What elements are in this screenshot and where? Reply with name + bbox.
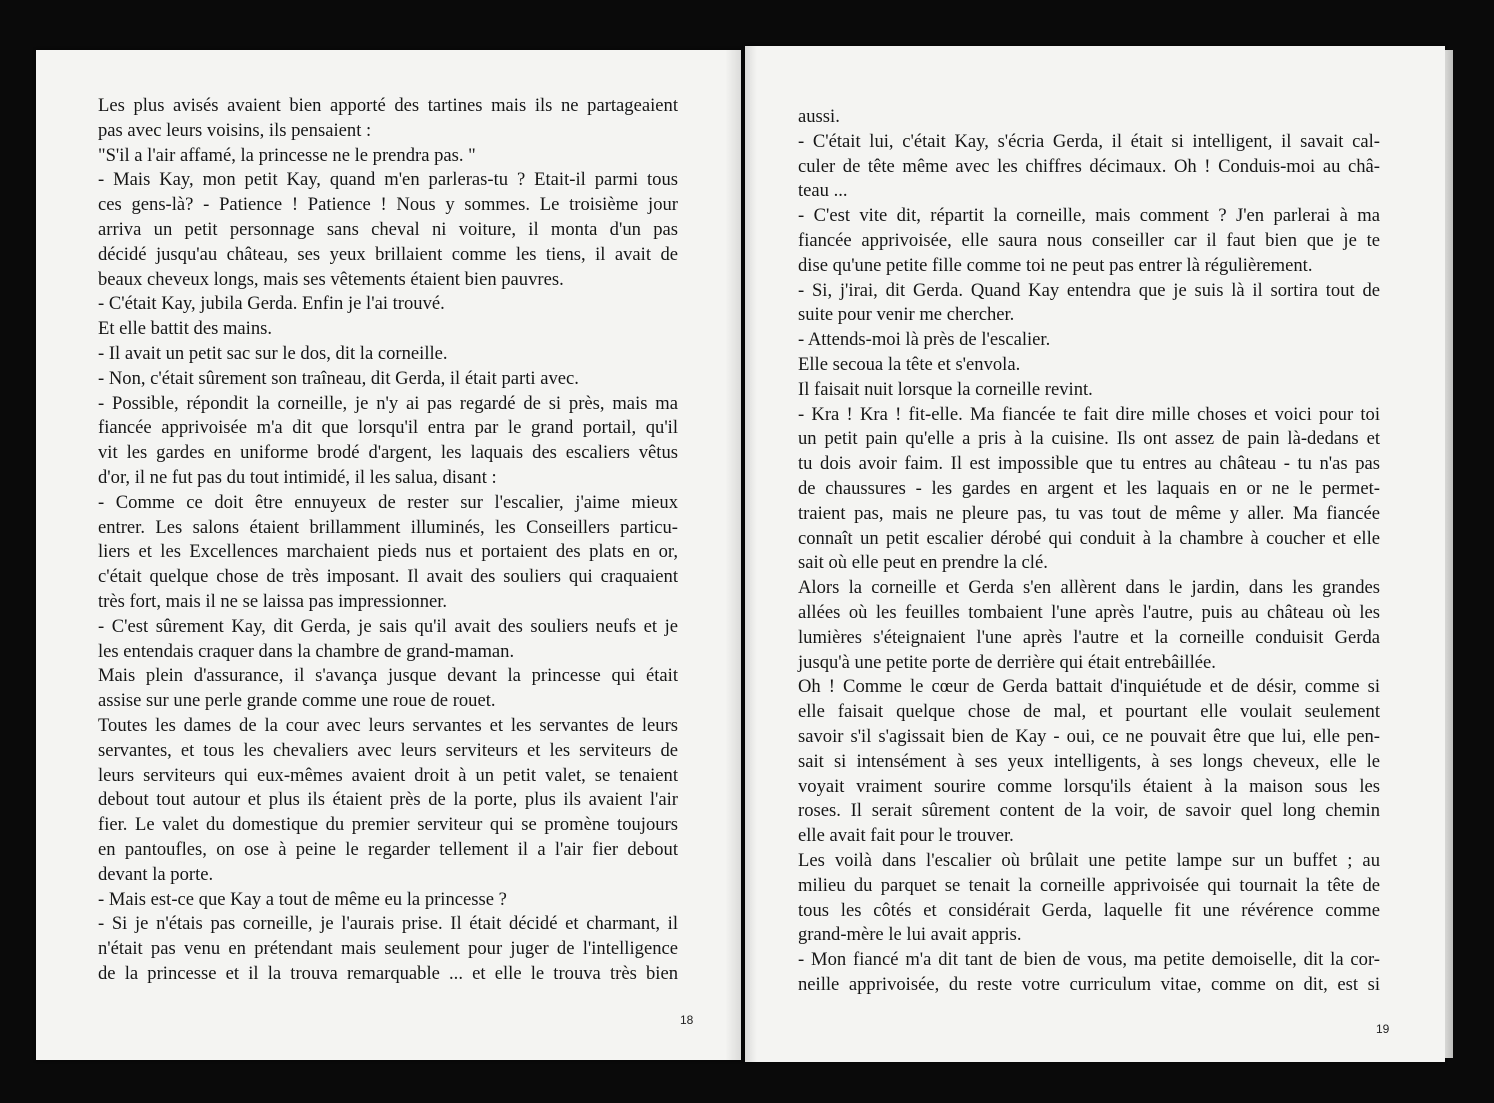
text-line: un petit pain qu'elle a pris à la cuisine. Ils ont assez de pain là-dedans et xyxy=(798,428,1380,450)
text-line: jusqu'à une petite porte de derrière qui était entrebâillée. xyxy=(798,651,1216,673)
text-line: Les voilà dans l'escalier où brûlait une petite lampe sur un buffet ; au xyxy=(798,849,1380,871)
text-line: savoir s'il s'agissait bien de Kay - oui, ce ne pouvait être que lui, elle pen- xyxy=(798,725,1380,747)
left-page xyxy=(36,50,741,1060)
text-line: c'était quelque chose de très imposant. Il avait des souliers qui craquaient xyxy=(98,566,678,588)
text-line: Mais plein d'assurance, il s'avança jusque devant la princesse qui était xyxy=(98,665,678,687)
spine-shadow-left xyxy=(725,50,741,1060)
text-line: Il faisait nuit lorsque la corneille revint. xyxy=(798,378,1093,400)
text-line: traient pas, mais ne pleure pas, tu vas tout de même y aller. Ma fiancée xyxy=(798,502,1380,524)
text-line: d'or, il ne fut pas du tout intimidé, il les salua, disant : xyxy=(98,466,497,488)
text-line: Et elle battit des mains. xyxy=(98,318,273,340)
page-edge xyxy=(1445,50,1453,1058)
text-line: assise sur une perle grande comme une roue de rouet. xyxy=(98,690,496,712)
text-line: Elle secoua la tête et s'envola. xyxy=(798,353,1021,375)
text-line: fier. Le valet du domestique du premier serviteur qui se promène toujours xyxy=(98,814,678,836)
text-line: allées où les feuilles tombaient l'une après l'autre, puis au château où les xyxy=(798,601,1380,623)
text-line: entrer. Les salons étaient brillamment illuminés, les Conseillers particu- xyxy=(98,516,678,538)
text-line: tu dois avoir faim. Il est impossible que tu entres au château - tu n'as pas xyxy=(798,453,1380,475)
text-line: - Attends-moi là près de l'escalier. xyxy=(798,329,1051,351)
text-line: beaux cheveux longs, mais ses vêtements étaient bien pauvres. xyxy=(98,268,564,290)
text-line: - Non, c'était sûrement son traîneau, dit Gerda, il était parti avec. xyxy=(98,367,579,389)
text-line: ces gens-là? - Patience ! Patience ! Nous y sommes. Le troisième jour xyxy=(98,194,678,216)
text-line: sait si intensément à ses yeux intelligents, à ses longs cheveux, elle le xyxy=(798,750,1380,772)
text-line: dise qu'une petite fille comme toi ne peut pas entrer là régulièrement. xyxy=(798,254,1313,276)
text-line: elle avait fait pour le trouver. xyxy=(798,825,1014,847)
text-line: - Mais est-ce que Kay a tout de même eu la princesse ? xyxy=(98,888,507,910)
text-line: de la princesse et il la trouva remarquable ... et elle le trouva très bien xyxy=(98,962,678,984)
text-line: Toutes les dames de la cour avec leurs servantes et les servantes de leurs xyxy=(98,714,678,736)
text-line: tous les côtés et considérait Gerda, laquelle fit une révérence comme xyxy=(798,899,1380,921)
left-page-text xyxy=(98,94,678,987)
text-line: - Si, j'irai, dit Gerda. Quand Kay entendra que je suis là il sortira tout de xyxy=(798,279,1380,301)
text-line: connaît un petit escalier dérobé qui conduit à la chambre à coucher et elle xyxy=(798,527,1380,549)
text-line: leurs serviteurs qui eux-mêmes avaient droit à un petit valet, se tenaient xyxy=(98,764,678,786)
text-line: - Si je n'étais pas corneille, je l'aurais prise. Il était décidé et charmant, il xyxy=(98,913,678,935)
text-line: debout tout autour et plus ils étaient près de la porte, plus ils avaient l'air xyxy=(98,789,678,811)
text-line: vit les gardes en uniforme brodé d'argent, les laquais des escaliers vêtus xyxy=(98,442,678,464)
text-line: - C'est sûrement Kay, dit Gerda, je sais qu'il avait des souliers neufs et je xyxy=(98,615,678,637)
text-line: voyait vraiment sourire comme lorsqu'ils étaient à la maison sous les xyxy=(798,775,1380,797)
text-line: fiancée apprivoisée m'a dit que lorsqu'il entra par le grand portail, qu'il xyxy=(98,417,678,439)
text-line: pas avec leurs voisins, ils pensaient : xyxy=(98,119,372,141)
page-number-right: 19 xyxy=(1376,1022,1390,1036)
text-line: liers et les Excellences marchaient pieds nus et portaient des plats en or, xyxy=(98,541,678,563)
text-line: sait où elle peut en prendre la clé. xyxy=(798,552,1048,574)
text-line: - Kra ! Kra ! fit-elle. Ma fiancée te fait dire mille choses et voici pour toi xyxy=(798,403,1380,425)
text-line: Les plus avisés avaient bien apporté des tartines mais ils ne partageaient xyxy=(98,95,678,116)
text-line: - Possible, répondit la corneille, je n'y ai pas regardé de si près, mais ma xyxy=(98,392,678,414)
spine-shadow-right xyxy=(745,46,757,1062)
text-line: très fort, mais il ne se laissa pas impressionner. xyxy=(98,590,448,612)
text-line: "S'il a l'air affamé, la princesse ne le prendra pas. " xyxy=(98,144,476,166)
text-line: - C'est vite dit, répartit la corneille, mais comment ? J'en parlerai à ma xyxy=(798,205,1380,227)
text-line: teau ... xyxy=(798,180,848,202)
text-line: décidé jusqu'au château, ses yeux brillaient comme les tiens, il avait de xyxy=(98,243,678,265)
text-line: servantes, et tous les chevaliers avec leurs serviteurs et les serviteurs de xyxy=(98,739,678,761)
text-line: aussi. xyxy=(798,106,840,127)
text-line: arriva un petit personnage sans cheval ni voiture, il monta d'un pas xyxy=(98,218,678,240)
text-line: Alors la corneille et Gerda s'en allèrent dans le jardin, dans les grandes xyxy=(798,577,1380,599)
text-line: Oh ! Comme le cœur de Gerda battait d'inquiétude et de désir, comme si xyxy=(798,676,1380,698)
text-line: culer de tête même avec les chiffres décimaux. Oh ! Conduis-moi au châ- xyxy=(798,155,1380,177)
text-line: fiancée apprivoisée, elle saura nous conseiller car il faut bien que je te xyxy=(798,229,1380,251)
text-line: - Mon fiancé m'a dit tant de bien de vous, ma petite demoiselle, dit la cor- xyxy=(798,949,1380,971)
text-line: - Il avait un petit sac sur le dos, dit la corneille. xyxy=(98,342,448,364)
text-line: - Mais Kay, mon petit Kay, quand m'en parleras-tu ? Etait-il parmi tous xyxy=(98,169,678,191)
text-line: n'était pas venu en prétendant mais seulement pour juger de l'intelligence xyxy=(98,938,678,960)
text-line: devant la porte. xyxy=(98,863,214,885)
text-line: grand-mère le lui avait appris. xyxy=(798,924,1022,946)
right-page-text xyxy=(798,105,1380,998)
text-line: les entendais craquer dans la chambre de grand-maman. xyxy=(98,640,515,662)
text-line: neille apprivoisée, du reste votre curriculum vitae, comme on dit, est si xyxy=(798,973,1380,995)
text-line: - C'était Kay, jubila Gerda. Enfin je l'ai trouvé. xyxy=(98,293,445,315)
text-line: - C'était lui, c'était Kay, s'écria Gerda, il était si intelligent, il savait cal- xyxy=(798,130,1380,152)
page-number-left: 18 xyxy=(680,1013,694,1027)
text-line: en pantoufles, on ose à peine le regarder tellement il a l'air fier debout xyxy=(98,838,678,860)
text-line: de chaussures - les gardes en argent et les laquais en or ne le permet- xyxy=(798,477,1380,499)
text-line: roses. Il serait sûrement content de la voir, de savoir quel long chemin xyxy=(798,800,1380,822)
right-page xyxy=(745,46,1445,1062)
text-line: lumières s'éteignaient l'une après l'autre et la corneille conduisit Gerda xyxy=(798,626,1380,648)
text-line: milieu du parquet se tenait la corneille apprivoisée qui tournait la tête de xyxy=(798,874,1380,896)
text-line: elle faisait quelque chose de mal, et pourtant elle voulait seulement xyxy=(798,701,1380,723)
text-line: suite pour venir me chercher. xyxy=(798,304,1015,326)
text-line: - Comme ce doit être ennuyeux de rester sur l'escalier, j'aime mieux xyxy=(98,491,678,513)
